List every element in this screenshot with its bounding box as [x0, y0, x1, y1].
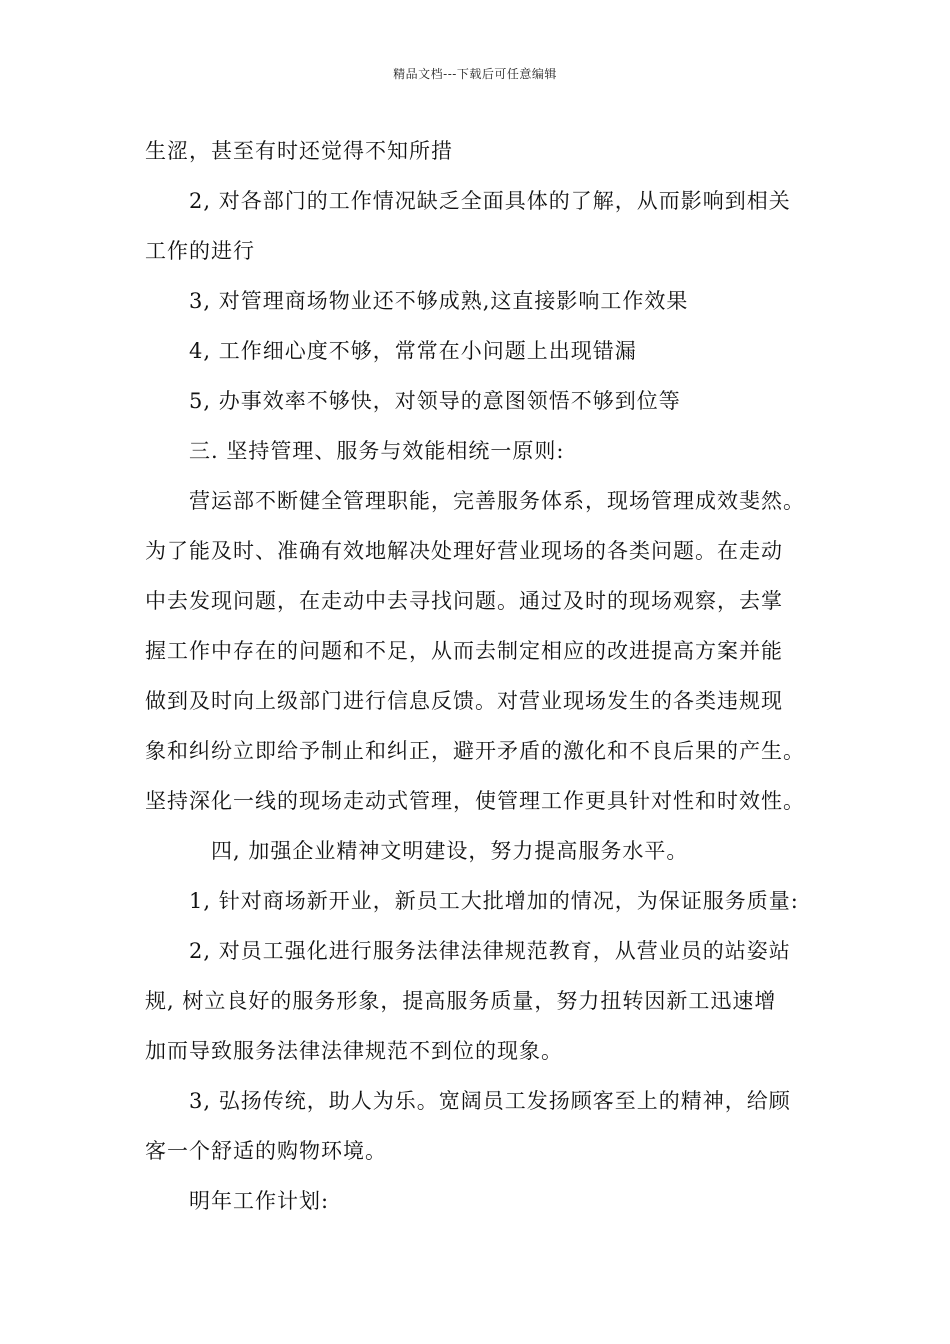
text-line: 1, 针对商场新开业，新员工大批增加的情况，为保证服务质量: [189, 889, 799, 913]
section-heading: 三. 坚持管理、服务与效能相统一原则: [189, 439, 565, 463]
text-line: 坚持深化一线的现场走动式管理，使管理工作更具针对性和时效性。 [145, 789, 805, 813]
text-line: 2, 对员工强化进行服务法律法律规范教育，从营业员的站姿站 [189, 939, 791, 963]
text-line: 营运部不断健全管理职能，完善服务体系，现场管理成效斐然。 [189, 489, 805, 513]
text-line: 4, 工作细心度不够，常常在小问题上出现错漏 [189, 339, 637, 363]
text-line: 握工作中存在的问题和不足，从而去制定相应的改进提高方案并能 [145, 639, 783, 663]
text-line: 客一个舒适的购物环境。 [145, 1139, 387, 1163]
text-line: 规, 树立良好的服务形象，提高服务质量，努力扭转因新工迅速增 [145, 989, 777, 1013]
page-header: 精品文档---下载后可任意编辑 [393, 67, 557, 81]
text-line: 加而导致服务法律法律规范不到位的现象。 [145, 1039, 563, 1063]
document-body [145, 126, 825, 1226]
text-line: 为了能及时、准确有效地解决处理好营业现场的各类问题。在走动 [145, 539, 783, 563]
section-heading: 四, 加强企业精神文明建设，努力提高服务水平。 [211, 839, 689, 863]
text-line: 做到及时向上级部门进行信息反馈。对营业现场发生的各类违规现 [145, 689, 783, 713]
text-line: 2, 对各部门的工作情况缺乏全面具体的了解，从而影响到相关 [189, 189, 791, 213]
text-line: 生涩，甚至有时还觉得不知所措 [145, 139, 453, 163]
section-heading: 明年工作计划: [189, 1189, 330, 1213]
text-line: 象和纠纷立即给予制止和纠正，避开矛盾的激化和不良后果的产生。 [145, 739, 805, 763]
text-line: 3, 弘扬传统，助人为乐。宽阔员工发扬顾客至上的精神，给顾 [189, 1089, 791, 1113]
text-line: 工作的进行 [145, 239, 255, 263]
text-line: 3, 对管理商场物业还不够成熟,这直接影响工作效果 [189, 289, 689, 313]
text-line: 5, 办事效率不够快，对领导的意图领悟不够到位等 [189, 389, 681, 413]
text-line: 中去发现问题，在走动中去寻找问题。通过及时的现场观察，去掌 [145, 589, 783, 613]
